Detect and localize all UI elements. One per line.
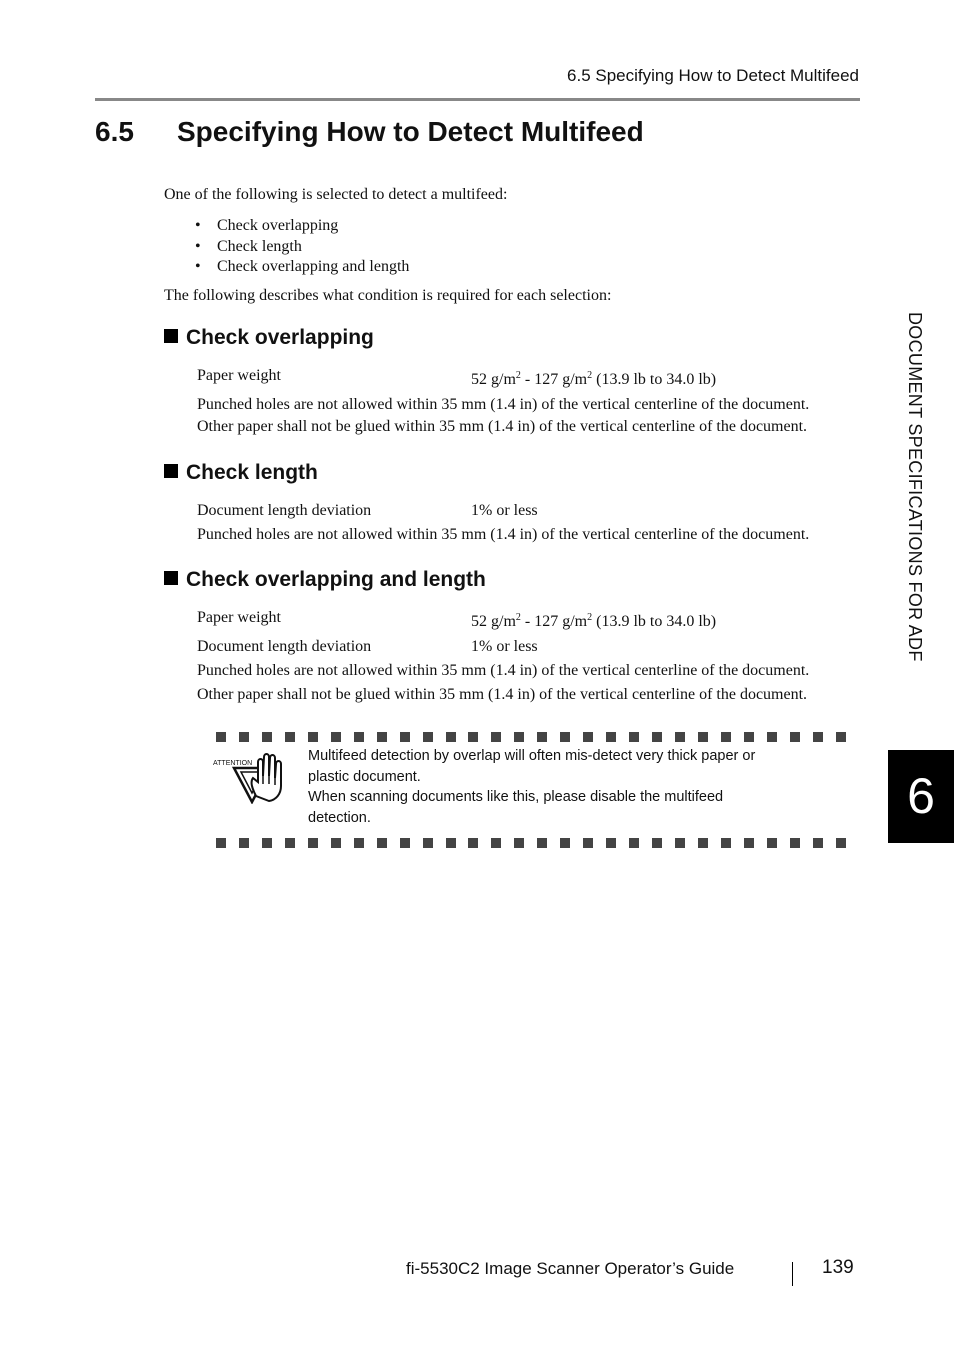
border-dot [836, 838, 846, 848]
border-dot [331, 838, 341, 848]
border-dot [423, 732, 433, 742]
border-dot [285, 732, 295, 742]
both-length-deviation-value: 1% or less [471, 638, 538, 655]
border-dot [744, 732, 754, 742]
border-dot [836, 732, 846, 742]
both-paper-weight-value: 52 $g/m^2 - 127$ $g/m^2$ (13.9 lb to 34.0 lb) [471, 612, 717, 630]
border-dot [560, 838, 570, 848]
border-dot [354, 838, 364, 848]
border-dot [262, 838, 272, 848]
border-dot [606, 838, 616, 848]
border-dot [790, 838, 800, 848]
section-title-text: Specifying How to Detect Multifeed [177, 116, 644, 147]
border-dot [239, 732, 249, 742]
border-dot [629, 838, 639, 848]
border-dot [514, 838, 524, 848]
attention-line: plastic document. [308, 768, 421, 785]
border-dot [468, 838, 478, 848]
attention-line: When scanning documents like this, please disable the multifeed [308, 789, 724, 805]
border-dot [675, 838, 685, 848]
border-dot [767, 838, 777, 848]
border-dot [331, 732, 341, 742]
running-header: 6.5 Specifying How to Detect Multifeed [567, 66, 859, 85]
square-bullet-icon [164, 329, 178, 343]
border-dot [560, 732, 570, 742]
intro-text: One of the following is selected to detect a multifeed: [164, 186, 508, 203]
border-dot [744, 838, 754, 848]
chapter-side-label: DOCUMENT SPECIFICATIONS FOR ADF [905, 312, 925, 662]
border-dot [468, 732, 478, 742]
border-dot [583, 838, 593, 848]
length-deviation-value: 1% or less [471, 502, 538, 519]
overlap-condition-2: Other paper shall not be glued within 35 mm (1.4 in) of the vertical centerline of the document. [197, 418, 808, 435]
page-number: 139 [822, 1257, 854, 1278]
border-dot [652, 838, 662, 848]
border-dot [216, 838, 226, 848]
both-condition-1: Punched holes are not allowed within 35 mm (1.4 in) of the vertical centerline of the document. [197, 662, 810, 679]
border-dot [285, 838, 295, 848]
border-dot [813, 732, 823, 742]
border-dot [721, 732, 731, 742]
section-number: 6.5 [95, 116, 134, 147]
border-dot [767, 732, 777, 742]
both-length-deviation-label: Document length deviation [197, 638, 372, 655]
footer-divider [792, 1262, 793, 1286]
border-dot [446, 732, 456, 742]
border-dot [423, 838, 433, 848]
border-dot [491, 838, 501, 848]
both-paper-weight-label: Paper weight [197, 609, 281, 626]
option-list [195, 216, 409, 278]
border-dot [698, 838, 708, 848]
border-dot [400, 732, 410, 742]
attention-border-top [216, 732, 846, 742]
paper-weight-label: Paper weight [197, 367, 281, 384]
border-dot [652, 732, 662, 742]
border-dot [216, 732, 226, 742]
border-dot [446, 838, 456, 848]
attention-hand-icon [212, 752, 292, 804]
border-dot [813, 838, 823, 848]
border-dot [239, 838, 249, 848]
border-dot [606, 732, 616, 742]
border-dot [537, 838, 547, 848]
border-dot [698, 732, 708, 742]
border-dot [790, 732, 800, 742]
list-item: • Check overlapping and length [195, 257, 409, 278]
attention-line: Multifeed detection by overlap will often mis-detect very thick paper or [308, 748, 756, 764]
length-deviation-label: Document length deviation [197, 502, 372, 519]
header-rule [95, 98, 860, 101]
section-title [95, 116, 644, 148]
attention-icon-label: ATTENTION [213, 760, 253, 767]
length-condition-1: Punched holes are not allowed within 35 mm (1.4 in) of the vertical centerline of the document. [197, 526, 810, 543]
border-dot [377, 838, 387, 848]
attention-line: detection. [308, 809, 371, 826]
border-dot [377, 732, 387, 742]
square-bullet-icon [164, 464, 178, 478]
border-dot [262, 732, 272, 742]
footer-guide-title: fi-5530C2 Image Scanner Operator’s Guide [406, 1259, 735, 1278]
paper-weight-value: 52 $g/m^2 - 127$ $g/m^2$ (13.9 lb to 34.0 lb) [471, 370, 717, 388]
border-dot [308, 838, 318, 848]
overlap-condition-1: Punched holes are not allowed within 35 mm (1.4 in) of the vertical centerline of the document. [197, 396, 810, 413]
border-dot [308, 732, 318, 742]
heading-check-both: Check overlapping and length [164, 568, 486, 592]
border-dot [675, 732, 685, 742]
attention-note [308, 746, 828, 828]
border-dot [491, 732, 501, 742]
border-dot [583, 732, 593, 742]
chapter-tab: 6 [888, 750, 954, 843]
both-condition-2: Other paper shall not be glued within 35 mm (1.4 in) of the vertical centerline of the document. [197, 686, 808, 703]
intro2-text: The following describes what condition is required for each selection: [164, 287, 612, 304]
border-dot [629, 732, 639, 742]
border-dot [354, 732, 364, 742]
attention-border-bottom [216, 838, 846, 848]
square-bullet-icon [164, 571, 178, 585]
list-item: • Check overlapping [195, 216, 409, 237]
border-dot [400, 838, 410, 848]
heading-check-overlapping: Check overlapping [164, 326, 374, 350]
border-dot [537, 732, 547, 742]
list-item: • Check length [195, 237, 409, 258]
heading-check-length: Check length [164, 461, 318, 485]
border-dot [721, 838, 731, 848]
border-dot [514, 732, 524, 742]
